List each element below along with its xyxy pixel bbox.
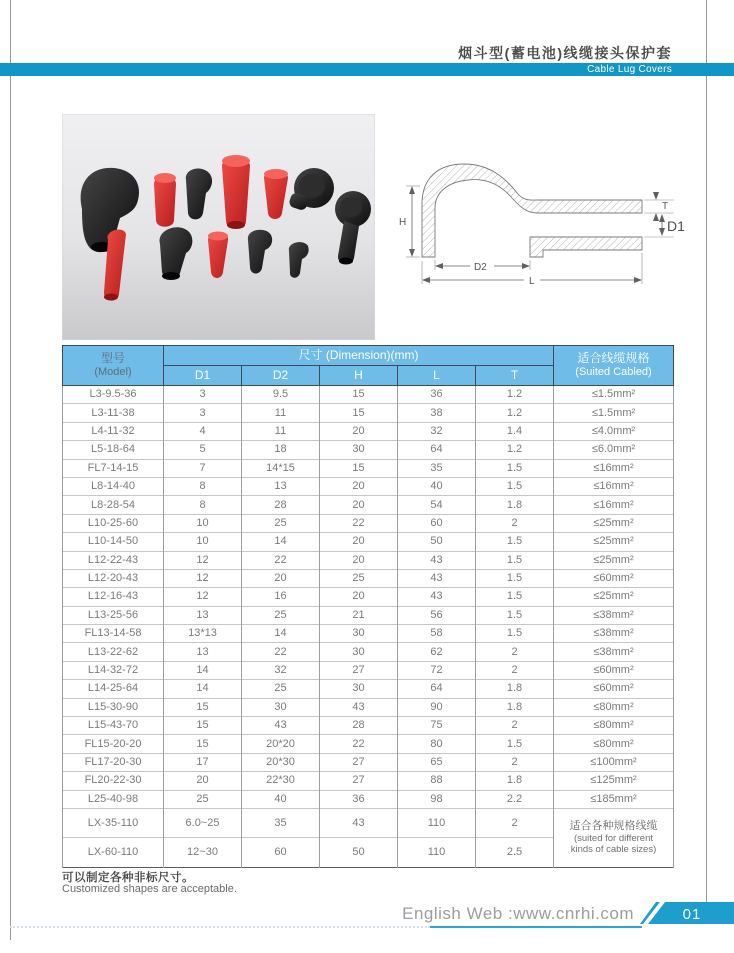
cell-t: 1.5 — [476, 735, 554, 753]
cell-suited: ≤38mm² — [554, 606, 674, 624]
cell-l: 43 — [398, 569, 476, 587]
footer-accent-line — [430, 926, 642, 928]
spec-table-head — [63, 346, 674, 386]
cell-d2: 20*20 — [242, 735, 320, 753]
cell-t: 1.5 — [476, 588, 554, 606]
cell-model: L10-25-60 — [63, 514, 164, 532]
cell-d2: 25 — [242, 514, 320, 532]
cell-d2: 35 — [242, 808, 320, 837]
cell-d1: 10 — [164, 514, 242, 532]
cell-suited: ≤1.5mm² — [554, 386, 674, 404]
cell-suited: ≤60mm² — [554, 680, 674, 698]
cell-l: 40 — [398, 477, 476, 495]
cell-d1: 15 — [164, 735, 242, 753]
header-dimension: 尺寸 (Dimension)(mm) — [164, 346, 554, 366]
cell-d2: 11 — [242, 422, 320, 440]
cell-model: LX-60-110 — [63, 838, 164, 868]
cell-model: L4-11-32 — [63, 422, 164, 440]
cell-h: 20 — [320, 588, 398, 606]
cell-l: 43 — [398, 551, 476, 569]
cell-d1: 8 — [164, 477, 242, 495]
cell-h: 25 — [320, 569, 398, 587]
spec-row — [63, 533, 674, 551]
header-suited-cn: 适合线缆规格 — [577, 351, 650, 366]
cell-d2: 25 — [242, 606, 320, 624]
page-right-border — [706, 0, 707, 902]
cell-l: 38 — [398, 404, 476, 422]
spec-row — [63, 477, 674, 495]
cell-l: 64 — [398, 680, 476, 698]
cell-d1: 4 — [164, 422, 242, 440]
cell-d2: 43 — [242, 717, 320, 735]
cell-model: L3-9.5-36 — [63, 386, 164, 404]
cell-d2: 22*30 — [242, 772, 320, 790]
cell-l: 35 — [398, 459, 476, 477]
cell-h: 20 — [320, 422, 398, 440]
cell-h: 43 — [320, 808, 398, 837]
cell-t: 1.8 — [476, 496, 554, 514]
cell-d1: 17 — [164, 753, 242, 771]
spec-row — [63, 386, 674, 404]
spec-row — [63, 588, 674, 606]
cell-model: FL13-14-58 — [63, 625, 164, 643]
spec-row — [63, 753, 674, 771]
cell-d1: 12 — [164, 569, 242, 587]
cell-t: 2.5 — [476, 838, 554, 868]
cell-d1: 14 — [164, 661, 242, 679]
cell-model: FL17-20-30 — [63, 753, 164, 771]
cell-h: 50 — [320, 838, 398, 868]
cell-d1: 12 — [164, 551, 242, 569]
cell-l: 98 — [398, 790, 476, 808]
header-t: T — [476, 366, 554, 386]
cell-d1: 13 — [164, 606, 242, 624]
page-title-english: Cable Lug Covers — [587, 64, 672, 75]
cell-suited: ≤80mm² — [554, 698, 674, 716]
cell-suited: ≤80mm² — [554, 717, 674, 735]
cell-l: 110 — [398, 838, 476, 868]
cell-d1: 15 — [164, 717, 242, 735]
cell-l: 62 — [398, 643, 476, 661]
cell-model: L15-30-90 — [63, 698, 164, 716]
cell-suited: ≤25mm² — [554, 514, 674, 532]
header-model — [63, 346, 164, 386]
cell-l: 110 — [398, 808, 476, 837]
cell-model: LX-35-110 — [63, 808, 164, 837]
cell-h: 15 — [320, 404, 398, 422]
cell-h: 30 — [320, 625, 398, 643]
cell-t: 1.2 — [476, 386, 554, 404]
spec-row — [63, 735, 674, 753]
cell-l: 43 — [398, 588, 476, 606]
dim-label-d1: D1 — [667, 218, 685, 234]
dim-label-h: H — [399, 217, 407, 228]
cell-h: 27 — [320, 772, 398, 790]
cell-model: L14-32-72 — [63, 661, 164, 679]
cell-suited: ≤4.0mm² — [554, 422, 674, 440]
note-english: Customized shapes are acceptable. — [62, 883, 237, 895]
header-l: L — [398, 366, 476, 386]
cell-d1: 3 — [164, 386, 242, 404]
cell-d2: 20*30 — [242, 753, 320, 771]
spec-row — [63, 404, 674, 422]
cell-suited: ≤25mm² — [554, 588, 674, 606]
cell-l: 65 — [398, 753, 476, 771]
cell-suited: ≤1.5mm² — [554, 404, 674, 422]
cell-t: 2 — [476, 514, 554, 532]
cell-h: 30 — [320, 680, 398, 698]
cell-d2: 22 — [242, 643, 320, 661]
cell-t: 1.2 — [476, 404, 554, 422]
cell-suited: ≤6.0mm² — [554, 441, 674, 459]
cell-model: L13-25-56 — [63, 606, 164, 624]
cell-h: 27 — [320, 753, 398, 771]
cell-model: FL15-20-20 — [63, 735, 164, 753]
cell-h: 15 — [320, 459, 398, 477]
page-left-border — [10, 0, 11, 940]
cell-t: 2 — [476, 753, 554, 771]
cell-d1: 10 — [164, 533, 242, 551]
cell-l: 80 — [398, 735, 476, 753]
cell-d1: 8 — [164, 496, 242, 514]
cell-t: 2 — [476, 643, 554, 661]
cell-d2: 32 — [242, 661, 320, 679]
cell-t: 1.4 — [476, 422, 554, 440]
cell-t: 2 — [476, 717, 554, 735]
cell-model: L13-22-62 — [63, 643, 164, 661]
cell-suited: ≤100mm² — [554, 753, 674, 771]
cell-t: 2.2 — [476, 790, 554, 808]
spec-table — [62, 345, 674, 868]
cell-h: 28 — [320, 717, 398, 735]
cell-d2: 13 — [242, 477, 320, 495]
cell-l: 75 — [398, 717, 476, 735]
cell-model: L15-43-70 — [63, 717, 164, 735]
cell-t: 1.8 — [476, 680, 554, 698]
header-d2: D2 — [242, 366, 320, 386]
cell-d2: 22 — [242, 551, 320, 569]
cell-d1: 3 — [164, 404, 242, 422]
header-model-cn: 型号 — [100, 351, 125, 366]
cell-t: 1.5 — [476, 533, 554, 551]
cell-t: 2 — [476, 661, 554, 679]
cell-h: 20 — [320, 533, 398, 551]
cell-h: 20 — [320, 496, 398, 514]
cell-d2: 14*15 — [242, 459, 320, 477]
product-photo — [62, 114, 375, 340]
cell-d1: 12 — [164, 588, 242, 606]
spec-row — [63, 569, 674, 587]
spec-row — [63, 680, 674, 698]
cell-t: 1.2 — [476, 441, 554, 459]
cell-model: L8-28-54 — [63, 496, 164, 514]
cell-suited-merged — [554, 808, 674, 867]
cell-h: 30 — [320, 441, 398, 459]
cell-l: 54 — [398, 496, 476, 514]
cell-d2: 14 — [242, 533, 320, 551]
merged-suited-line: 适合各种规格线缆 — [569, 820, 658, 833]
cell-h: 43 — [320, 698, 398, 716]
cell-t: 1.5 — [476, 625, 554, 643]
cell-suited: ≤80mm² — [554, 735, 674, 753]
spec-row — [63, 698, 674, 716]
cell-l: 88 — [398, 772, 476, 790]
dimension-drawing — [390, 140, 690, 310]
cell-model: L14-25-64 — [63, 680, 164, 698]
merged-suited-line: kinds of cable sizes) — [570, 844, 657, 856]
cell-d1: 13*13 — [164, 625, 242, 643]
cell-d2: 25 — [242, 680, 320, 698]
red-straight-cover-large — [222, 155, 250, 229]
page-title-chinese: 烟斗型(蓄电池)线缆接头保护套 — [458, 45, 672, 61]
spec-row — [63, 643, 674, 661]
cell-t: 1.5 — [476, 459, 554, 477]
cell-d2: 20 — [242, 569, 320, 587]
footer-dotted-line — [10, 926, 430, 928]
cell-model: FL20-22-30 — [63, 772, 164, 790]
cell-model: L10-14-50 — [63, 533, 164, 551]
cell-t: 2 — [476, 808, 554, 837]
header-h: H — [320, 366, 398, 386]
spec-row — [63, 790, 674, 808]
cell-suited: ≤25mm² — [554, 533, 674, 551]
cell-h: 27 — [320, 661, 398, 679]
cell-suited: ≤16mm² — [554, 496, 674, 514]
spec-row — [63, 422, 674, 440]
cell-suited: ≤16mm² — [554, 459, 674, 477]
page-number: 01 — [682, 906, 702, 923]
cell-model: L5-18-64 — [63, 441, 164, 459]
spec-row — [63, 606, 674, 624]
cell-model: L12-16-43 — [63, 588, 164, 606]
cell-d2: 16 — [242, 588, 320, 606]
cell-model: L8-14-40 — [63, 477, 164, 495]
spec-row — [63, 625, 674, 643]
cell-d1: 14 — [164, 680, 242, 698]
cell-model: L12-22-43 — [63, 551, 164, 569]
cell-l: 56 — [398, 606, 476, 624]
spec-row — [63, 808, 674, 837]
cell-l: 50 — [398, 533, 476, 551]
cell-suited: ≤60mm² — [554, 661, 674, 679]
cell-t: 1.5 — [476, 606, 554, 624]
cell-d2: 40 — [242, 790, 320, 808]
cell-suited: ≤38mm² — [554, 643, 674, 661]
red-cap-cover — [154, 173, 176, 227]
cell-l: 58 — [398, 625, 476, 643]
cell-t: 1.5 — [476, 569, 554, 587]
cell-d1: 7 — [164, 459, 242, 477]
cell-h: 36 — [320, 790, 398, 808]
cell-model: FL7-14-15 — [63, 459, 164, 477]
spec-row — [63, 772, 674, 790]
cell-d2: 60 — [242, 838, 320, 868]
cell-l: 64 — [398, 441, 476, 459]
spec-row — [63, 661, 674, 679]
spec-row — [63, 551, 674, 569]
cell-d1: 13 — [164, 643, 242, 661]
section-lower-wall — [530, 237, 642, 257]
cell-suited: ≤38mm² — [554, 625, 674, 643]
dim-label-l: L — [529, 276, 535, 287]
cell-t: 1.5 — [476, 477, 554, 495]
cell-d2: 30 — [242, 698, 320, 716]
cell-d1: 5 — [164, 441, 242, 459]
spec-row — [63, 441, 674, 459]
note-chinese: 可以制定各种非标尺寸。 — [62, 872, 194, 884]
cell-l: 36 — [398, 386, 476, 404]
dim-label-t: T — [662, 201, 669, 212]
cell-d2: 18 — [242, 441, 320, 459]
cell-l: 32 — [398, 422, 476, 440]
cell-h: 20 — [320, 477, 398, 495]
spec-table-body — [63, 386, 674, 868]
cell-suited: ≤16mm² — [554, 477, 674, 495]
cell-l: 90 — [398, 698, 476, 716]
page-number-badge — [634, 900, 734, 926]
cell-d2: 28 — [242, 496, 320, 514]
merged-suited-line: (suited for different — [573, 833, 654, 845]
dim-label-d2: D2 — [474, 262, 487, 273]
header-suited — [554, 346, 674, 386]
footer-website-text: English Web :www.cnrhi.com — [402, 904, 634, 923]
cell-t: 1.8 — [476, 772, 554, 790]
cell-d1: 12~30 — [164, 838, 242, 868]
cell-model: L12-20-43 — [63, 569, 164, 587]
cell-d1: 15 — [164, 698, 242, 716]
cell-model: L3-11-38 — [63, 404, 164, 422]
cell-l: 72 — [398, 661, 476, 679]
header-suited-en: (Suited Cabled) — [575, 366, 652, 379]
spec-row — [63, 717, 674, 735]
cell-h: 15 — [320, 386, 398, 404]
cell-d2: 11 — [242, 404, 320, 422]
spec-row — [63, 496, 674, 514]
spec-row — [63, 459, 674, 477]
cell-h: 30 — [320, 643, 398, 661]
cell-t: 1.5 — [476, 551, 554, 569]
cell-suited: ≤125mm² — [554, 772, 674, 790]
cell-h: 22 — [320, 735, 398, 753]
cell-h: 20 — [320, 551, 398, 569]
cell-h: 21 — [320, 606, 398, 624]
header-d1: D1 — [164, 366, 242, 386]
cell-l: 60 — [398, 514, 476, 532]
spec-row — [63, 514, 674, 532]
header-model-en: (Model) — [94, 366, 132, 379]
cell-h: 22 — [320, 514, 398, 532]
cell-model: L25-40-98 — [63, 790, 164, 808]
cell-d2: 14 — [242, 625, 320, 643]
cell-t: 1.8 — [476, 698, 554, 716]
accent-bar — [0, 63, 734, 76]
cell-d1: 6.0~25 — [164, 808, 242, 837]
cell-d1: 20 — [164, 772, 242, 790]
cell-d1: 25 — [164, 790, 242, 808]
cell-suited: ≤60mm² — [554, 569, 674, 587]
cell-suited: ≤25mm² — [554, 551, 674, 569]
cell-suited: ≤185mm² — [554, 790, 674, 808]
cell-d2: 9.5 — [242, 386, 320, 404]
